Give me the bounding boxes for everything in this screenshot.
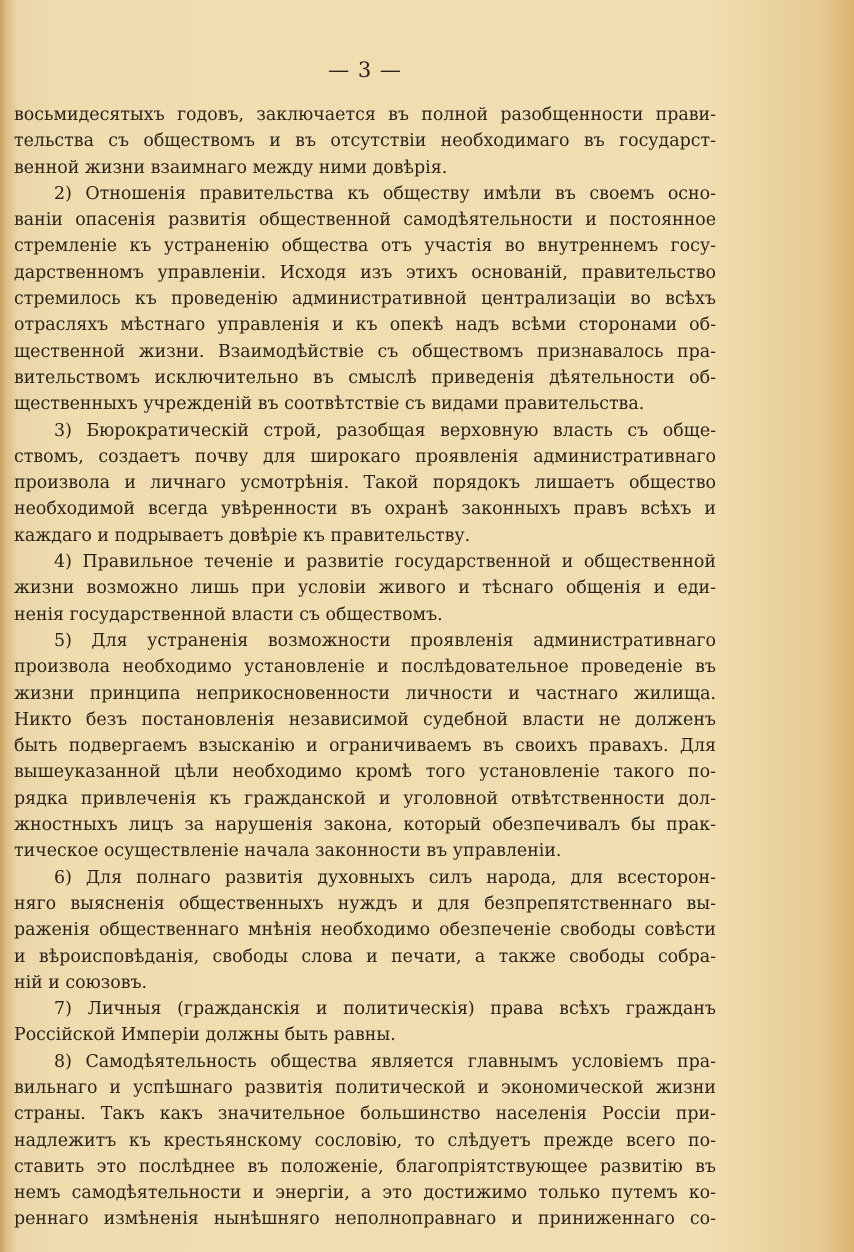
text-line: страны. Такъ какъ значительное большинство населенія Россіи при- <box>14 1104 716 1125</box>
text-line: Никто безъ постановленія независимой судебной власти не долженъ <box>14 709 716 730</box>
text-line: ствомъ, создаетъ почву для широкаго проявленія административнаго <box>14 446 716 467</box>
text-line: произвола необходимо установленіе и послѣдовательное проведеніе въ <box>14 657 716 678</box>
text-line: каждаго и подрываетъ довѣріе къ правительству. <box>14 525 471 546</box>
text-line: жизни принципа неприкосновенности личности и частнаго жилища. <box>14 683 716 704</box>
text-line: реннаго измѣненія нынѣшняго неполноправнаго и приниженнаго со- <box>14 1209 716 1230</box>
text-line: 6) Для полнаго развитія духовныхъ силъ народа, для всесторон- <box>54 867 716 888</box>
text-line: 4) Правильное теченіе и развитіе государственной и общественной <box>54 552 716 573</box>
text-line: стремилось къ проведенію административной централизаціи во всѣхъ <box>14 289 716 310</box>
text-line: 2) Отношенія правительства къ обществу имѣли въ своемъ осно- <box>54 183 716 204</box>
text-line: 8) Самодѣятельность общества является главнымъ условіемъ пра- <box>54 1051 716 1072</box>
text-line: дарственномъ управленіи. Исходя изъ этихъ основаній, правительство <box>14 262 716 283</box>
text-line: 5) Для устраненія возможности проявленія административнаго <box>54 630 716 651</box>
text-line: вильнаго и успѣшнаго развитія политической и экономической жизни <box>14 1077 716 1098</box>
text-line: надлежитъ къ крестьянскому сословію, то слѣдуетъ прежде всего по- <box>14 1130 716 1151</box>
text-line: няго выясненія общественныхъ нуждъ и для безпрепятственнаго вы- <box>14 893 716 914</box>
text-line: ставить это послѣднее въ положеніе, благопріятствующее развитію въ <box>14 1156 716 1177</box>
text-line: тическое осуществленіе начала законности въ управленіи. <box>14 841 562 862</box>
text-line: ваніи опасенія развитія общественной самодѣятельности и постоянное <box>14 210 716 231</box>
text-line: отрасляхъ мѣстнаго управленія и къ опекѣ надъ всѣми сторонами об- <box>14 315 716 336</box>
text-line: венной жизни взаимнаго между ними довѣрія. <box>14 157 448 178</box>
text-line: жизни возможно лишь при условіи живого и тѣснаго общенія и еди- <box>14 578 716 599</box>
text-line: рядка привлеченія къ гражданской и уголовной отвѣтственности дол- <box>14 788 716 809</box>
text-line: произвола и личнаго усмотрѣнія. Такой порядокъ лишаетъ общество <box>14 473 716 494</box>
text-line: необходимой всегда увѣренности въ охранѣ законныхъ правъ всѣхъ и <box>14 499 716 520</box>
text-line: восьмидесятыхъ годовъ, заключается въ полной разобщенности прави- <box>14 105 716 125</box>
text-line: немъ самодѣятельности и энергіи, а это достижимо только путемъ ко- <box>14 1183 716 1204</box>
text-line: ненія государственной власти съ обществомъ. <box>14 604 443 625</box>
text-line: 3) Бюрократическій строй, разобщая верховную власть съ обще- <box>54 420 716 441</box>
text-line: щественныхъ учрежденій въ соотвѣтствіе съ видами правительства. <box>14 394 645 415</box>
text-line: Россійской Имперіи должны быть равны. <box>14 1025 396 1046</box>
text-line: стремленіе къ устраненію общества отъ участія во внутреннемъ госу- <box>14 236 716 257</box>
text-line: 7) Личныя (гражданскія и политическія) права всѣхъ гражданъ <box>54 999 716 1020</box>
text-line: щественной жизни. Взаимодѣйствіе съ обществомъ признавалось пра- <box>14 341 716 362</box>
text-line: и вѣроисповѣданія, свободы слова и печати, а также свободы собра- <box>14 946 716 967</box>
text-line: быть подвергаемъ взысканію и ограничиваемъ въ своихъ правахъ. Для <box>14 736 716 757</box>
text-line: раженія общественнаго мнѣнія необходимо обезпеченіе свободы совѣсти <box>14 920 716 941</box>
text-line: вышеуказанной цѣли необходимо кромѣ того установленіе такого по- <box>14 762 716 783</box>
page-number: — 3 — <box>328 58 402 82</box>
text-line: вительствомъ исключительно въ смыслѣ приведенія дѣятельности об- <box>14 367 716 388</box>
text-line: тельства съ обществомъ и въ отсутствіи необходимаго въ государст- <box>14 131 716 152</box>
text-line: ній и союзовъ. <box>14 972 148 993</box>
body-text <box>14 102 716 1233</box>
text-line: жностныхъ лицъ за нарушенія закона, который обезпечивалъ бы прак- <box>14 815 716 836</box>
